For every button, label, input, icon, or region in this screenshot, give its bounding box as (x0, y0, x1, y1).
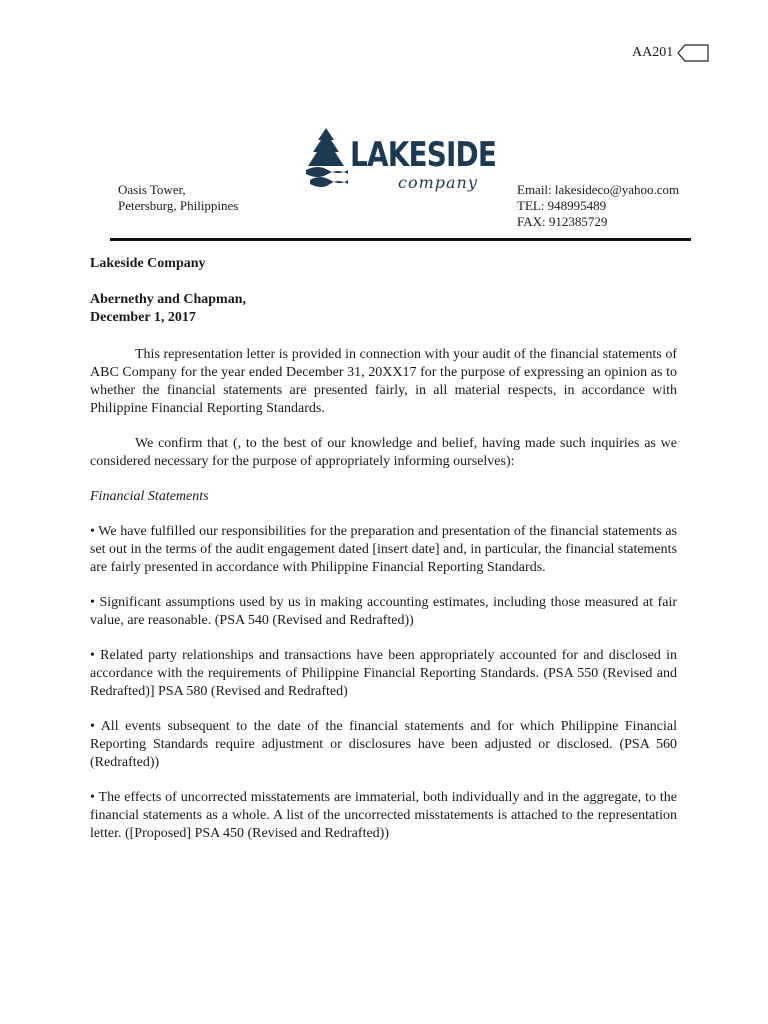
letter-date: December 1, 2017 (90, 310, 196, 325)
tag-icon (677, 44, 709, 62)
address-line-1: Oasis Tower, (118, 182, 186, 197)
logo-wordmark: LAKESIDE (350, 135, 497, 175)
bullet-item: • We have fulfilled our responsibilities for the preparation and presentation of the financial statements as set out in the terms of the audit engagement dated [insert date] and, in particular, the financial statements are fairly presented in accordance with Philippine Financial Reporting Standards. (90, 524, 677, 575)
bullet-item: • Significant assumptions used by us in making accounting estimates, including those measured at fair value, are reasonable. (PSA 540 (Revised and Redrafted)) (90, 595, 677, 628)
letter-recipient: Abernethy and Chapman, (90, 292, 246, 307)
reference-code: AA201 (632, 45, 674, 60)
contact-email: Email: lakesideco@yahoo.com (517, 182, 680, 197)
logo-subtitle: company (398, 173, 478, 192)
confirm-paragraph: We confirm that (, to the best of our knowledge and belief, having made such inquiries as we considered necessary for the purpose of appropriately informing ourselves): (90, 436, 677, 469)
intro-paragraph: This representation letter is provided in connection with your audit of the financial statements of ABC Company for the year ended December 31, 20XX17 for the purpose of expressing an opinion as to whether the financial statements are presented fairly, in all material respects, in accordance with Philippine Financial Reporting Standards. (90, 347, 677, 416)
tree-icon (304, 126, 348, 192)
bullet-item: • Related party relationships and transactions have been appropriately accounted for and disclosed in accordance with the requirements of Philippine Financial Reporting Standards. (PSA 550 (Revised and Redrafted)] PSA 580 (Revised and Redrafted) (90, 648, 677, 699)
letter-body (90, 255, 677, 860)
company-logo (304, 126, 497, 192)
section-heading: Financial Statements (90, 489, 209, 504)
contact-tel: TEL: 948995489 (517, 198, 607, 213)
letter-company: Lakeside Company (90, 256, 206, 271)
reference-tag (632, 44, 709, 62)
address-line-2: Petersburg, Philippines (118, 198, 239, 213)
company-address (118, 182, 238, 214)
header-divider (110, 238, 691, 241)
bullet-item: • All events subsequent to the date of the financial statements and for which Philippine Financial Reporting Standards require adjustment or disclosures have been adjusted or disclosed. (PSA 560 (Redrafted)) (90, 719, 677, 770)
contact-info (517, 182, 679, 230)
bullet-item: • The effects of uncorrected misstatements are immaterial, both individually and in the aggregate, to the financial statements as a whole. A list of the uncorrected misstatements is attached to the representation letter. ([Proposed] PSA 450 (Revised and Redrafted)) (90, 790, 677, 841)
contact-fax: FAX: 912385729 (517, 214, 608, 229)
